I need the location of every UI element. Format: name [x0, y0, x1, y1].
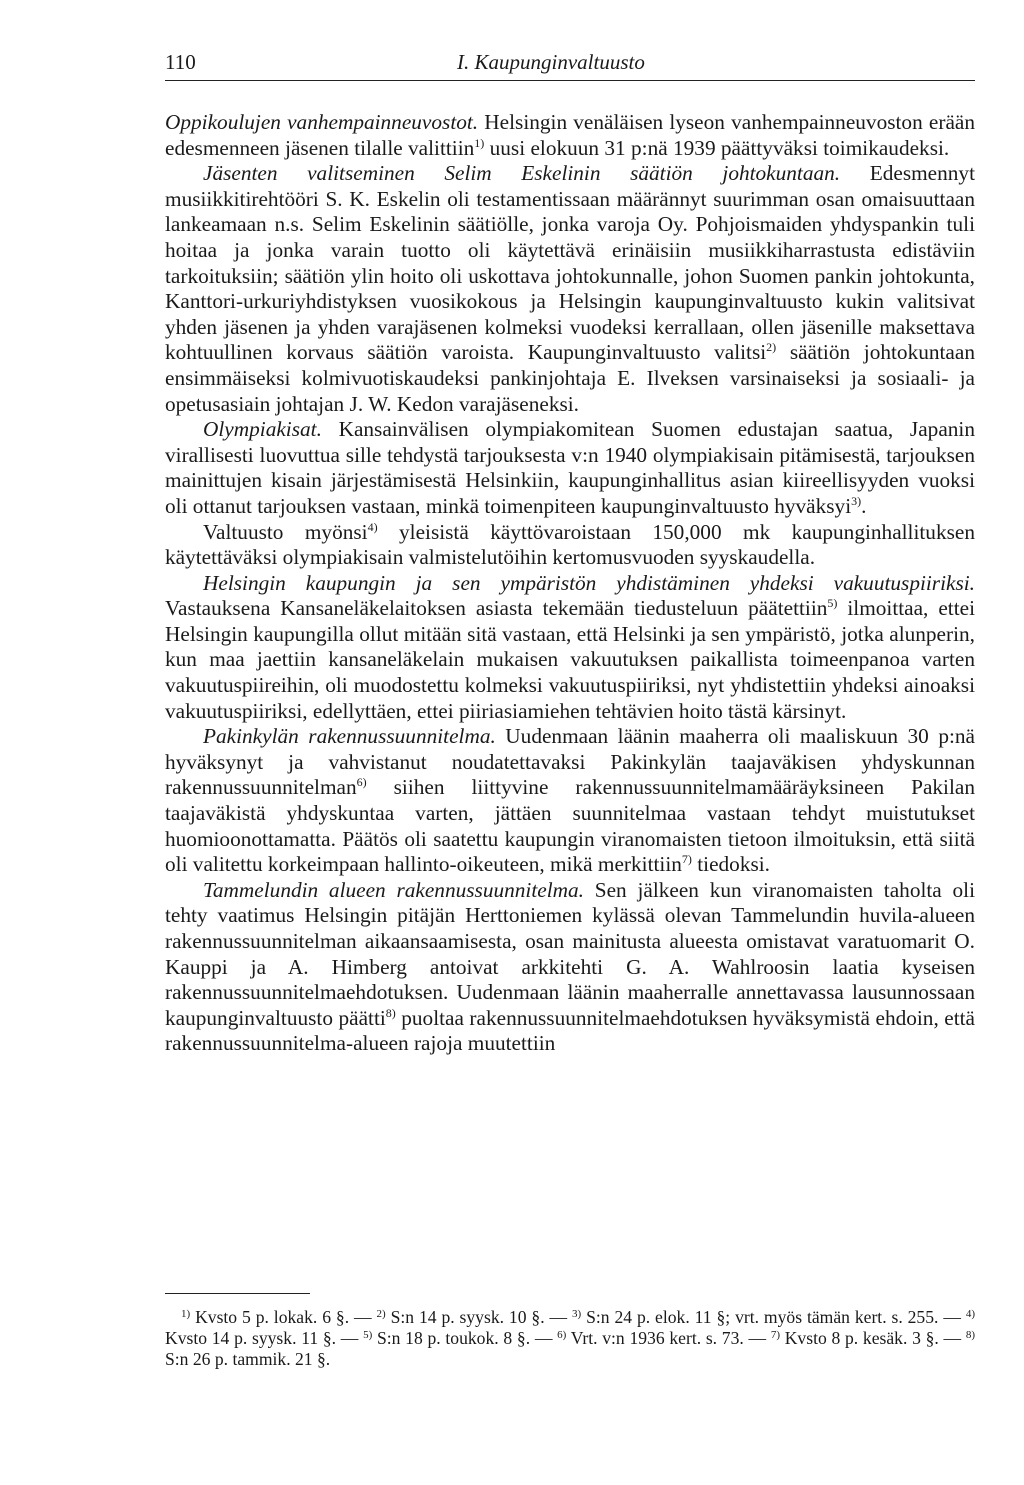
section-heading: Helsingin kaupungin ja sen ympäristön yhdistäminen yhdeksi vakuutuspiiriksi.	[203, 570, 975, 595]
text-run: tiedoksi.	[691, 852, 771, 877]
footnotes	[165, 1307, 975, 1370]
footnote-ref: 4)	[965, 1308, 975, 1320]
text-run: S:n 18 p. toukok. 8 §. —	[372, 1328, 558, 1348]
section-heading: Pakinkylän rakennussuunnitelma.	[203, 724, 496, 749]
text-run: siihen liittyvine rakennussuunnitelmamääräyksineen Pakilan taajaväkistä yhdyskuntaa varten, jättäen suunnitelmaa vastaan tehdyt muistutukset huomioonottamatta. Päätös oli saatettu kaupungin viranomaisten tietoon ilmoituksin, että siitä oli valitettu korkeimpaan hallinto-oikeuteen, mikä merkittiin	[165, 775, 975, 877]
body-text	[165, 110, 975, 1057]
text-run: S:n 14 p. syysk. 10 §. —	[385, 1307, 573, 1327]
text-run: Vrt. v:n 1936 kert. s. 73. —	[566, 1328, 771, 1348]
paragraph	[165, 571, 975, 725]
footnote-ref: 4)	[367, 519, 378, 534]
footnote-ref: 1)	[474, 135, 485, 150]
section-heading: Olympiakisat.	[203, 417, 322, 442]
paragraph	[165, 724, 975, 878]
footnote-ref: 7)	[770, 1329, 780, 1341]
section-heading: Oppikoulujen vanhempainneuvostot.	[165, 110, 479, 134]
text-run: Helsingin venäläisen lyseon vanhempainneuvoston erään edesmenneen jäsenen tilalle valittiin	[165, 110, 975, 160]
section-heading: Tammelundin alueen rakennussuunnitelma.	[203, 877, 584, 902]
text-run: säätiön johtokuntaan ensimmäiseksi kolmivuotiskaudeksi pankinjohtaja E. Ilveksen varsinaiseksi ja sosiaali- ja opetusasiain johtajan J. W. Kedon varajäseneksi.	[165, 340, 975, 416]
text-run: S:n 26 p. tammik. 21 §.	[165, 1349, 331, 1369]
text-run: Kvsto 5 p. lokak. 6 §. —	[190, 1307, 377, 1327]
text-run: Sen jälkeen kun viranomaisten taholta oli tehty vaatimus Helsingin pitäjän Herttoniemen kylässä olevan Tammelundin huvila-alueen rakennussuunnitelman aikaansaamisesta, osan mainitusta alueesta omistavat varatuomarit O. Kauppi ja A. Himberg antoivat arkkitehti G. A. Wahlroosin laatia kyseisen rakennussuunnitelmaehdotuksen. Uudenmaan läänin maaherralle annettavassa lausunnossaan kaupunginvaltuusto päätti	[165, 877, 975, 1030]
paragraph	[165, 110, 975, 161]
text-run: Kvsto 8 p. kesäk. 3 §. —	[780, 1328, 966, 1348]
running-title: I. Kaupunginvaltuusto	[457, 50, 645, 74]
footnote-ref: 2)	[376, 1308, 386, 1320]
text-run: Kansainvälisen olympiakomitean Suomen edustajan saatua, Japanin virallisesti luovuttua sille tehdystä tarjouksesta v:n 1940 olympiakisain pitämisestä, tarjouksen mainittujen kisain järjestämisestä Helsinkiin, kaupunginhallitus asian kiireellisyyden vuoksi oli ottanut tarjouksen vastaan, minkä toimenpiteen kaupunginvaltuusto hyväksyi	[165, 417, 975, 518]
footnote-rule	[165, 1293, 310, 1294]
footnote-ref: 7)	[681, 852, 692, 867]
text-run: yleisistä käyttövaroistaan 150,000 mk kaupunginhallituksen käytettäväksi olympiakisain valmistelutöihin kertomusvuoden syyskaudella.	[165, 519, 975, 570]
text-run: Uudenmaan läänin maaherra oli maaliskuun 30 p:nä hyväksynyt ja vahvistanut noudatettavaksi Pakinkylän taajaväkisen yhdyskunnan rakennussuunnitelman	[165, 724, 975, 800]
footnote-ref: 8)	[965, 1329, 976, 1341]
paragraph	[165, 520, 975, 571]
footnote-ref: 5)	[827, 596, 838, 611]
footnote-ref: 6)	[356, 775, 367, 790]
footnote-ref: 3)	[572, 1308, 582, 1320]
text-run: ilmoittaa, ettei Helsingin kaupungilla ollut mitään sitä vastaan, että Helsinki ja sen ympäristö, jotka alunperin, kun maa jaettiin kansaneläkelain mukaisen vakuutuksen paikallista toimeenpanoa varten vakuutuspiireihin, oli muodostettu kolmeksi vakuutuspiiriksi, nyt yhdistettiin yhdeksi ainoaksi vakuutuspiiriksi, edellyttäen, ettei piiriasiamiehen tehtävien hoito tästä kärsinyt.	[165, 596, 975, 723]
footnote-ref: 1)	[181, 1308, 191, 1320]
text-run: .	[861, 493, 867, 518]
text-run: Kvsto 14 p. syysk. 11 §. —	[165, 1328, 364, 1348]
text-run: uusi elokuun 31 p:nä 1939 päättyväksi toimikaudeksi.	[484, 135, 950, 160]
footnote-ref: 5)	[363, 1329, 373, 1341]
footnote-ref: 3)	[851, 493, 862, 508]
paragraph	[165, 417, 975, 519]
footnote-ref: 6)	[557, 1329, 567, 1341]
paragraph	[165, 878, 975, 1057]
footnote-ref: 8)	[385, 1005, 396, 1020]
text-run: Vastauksena Kansaneläkelaitoksen asiasta tekemään tiedusteluun päätettiin	[165, 596, 828, 621]
text-run: Edesmennyt musiikkitirehtööri S. K. Eskelin oli testamentissaan määrännyt suurimman osan omaisuuttaan lankeamaan n.s. Selim Eskelinin säätiölle, jonka varoja Oy. Pohjoismaiden yhdyspankin tuli hoitaa ja jonka varain tuotto oli käytettävä erinäisiin musiikkiharrastusta edistäviin tarkoituksiin; säätiön ylin hoito oli uskottava johtokunnalle, johon Suomen pankin johtokunta, Kanttori-urkuriyhdistyksen vuosikokous ja Helsingin kaupunginvaltuusto kukin valitsivat yhden jäsenen ja yhden varajäsenen kolmeksi vuodeksi kerrallaan, ollen jäsenille maksettava kohtuullinen korvaus säätiön varoista. Kaupunginvaltuusto valitsi	[165, 161, 975, 365]
section-heading: Jäsenten valitseminen Selim Eskelinin säätiön johtokuntaan.	[203, 161, 841, 186]
page-header	[165, 46, 975, 81]
page-number: 110	[165, 50, 196, 74]
text-run: Valtuusto myönsi	[203, 519, 368, 544]
paragraph	[165, 161, 975, 417]
text-run: puoltaa rakennussuunnitelmaehdotuksen hyväksymistä ehdoin, että rakennussuunnitelma-alueen rajoja muutettiin	[165, 1005, 975, 1056]
text-run: S:n 24 p. elok. 11 §; vrt. myös tämän kert. s. 255. —	[581, 1307, 966, 1327]
footnote-ref: 2)	[766, 340, 777, 355]
